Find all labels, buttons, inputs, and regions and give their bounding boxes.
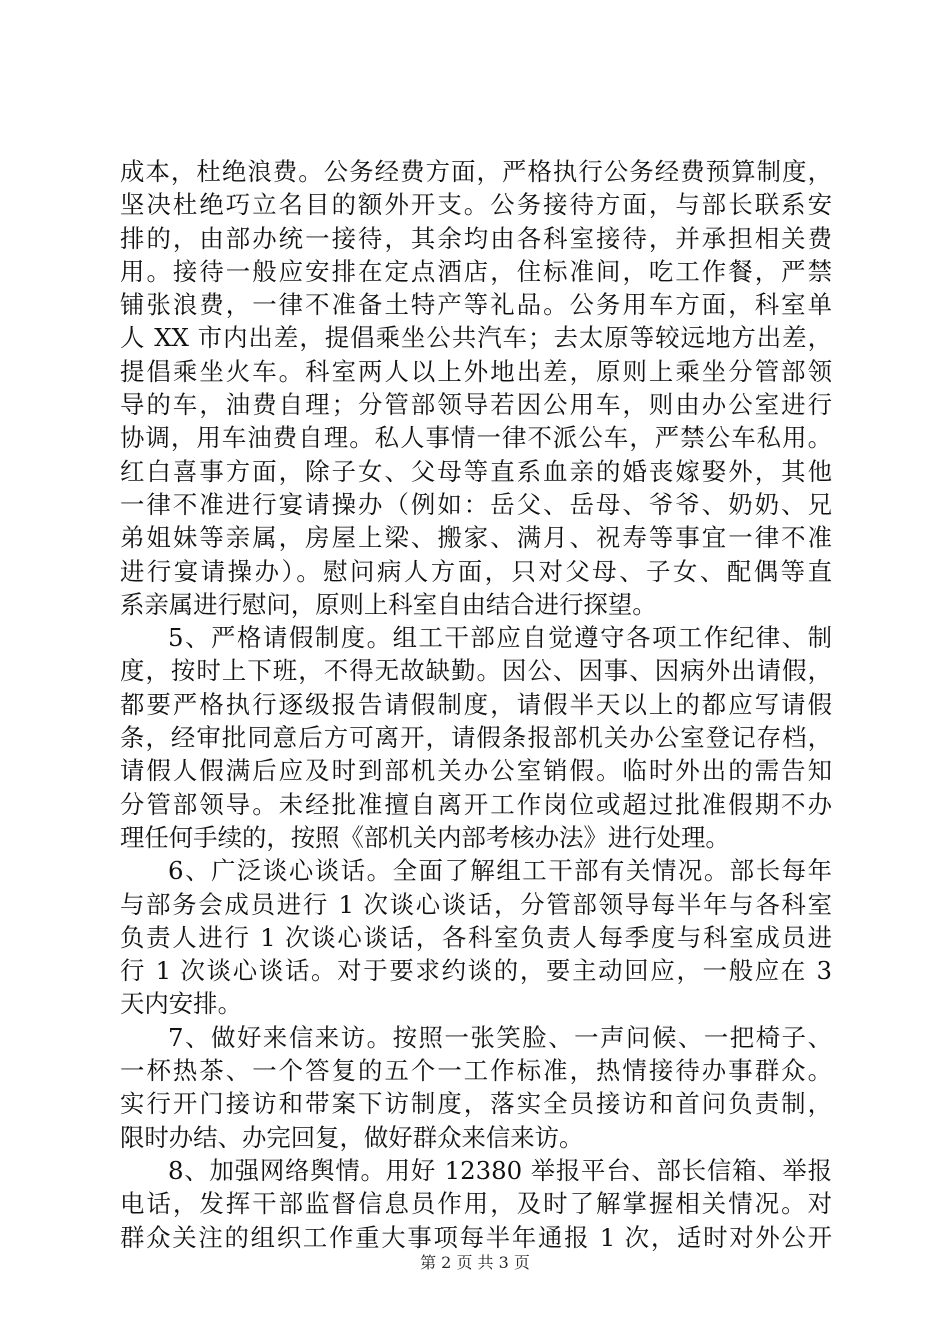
paragraph-first-line: 5、严格请假制度。组工干部应自觉遵守各项工作纪律、制 [168,623,832,653]
text-line: 导的车，油费自理；分管部领导若因公用车，则由办公室进行 [120,390,832,420]
text-line: 负责人进行 1 次谈心谈话，各科室负责人每季度与科室成员进 [120,922,832,952]
text-line: 进行宴请操办）。慰问病人方面，只对父母、子女、配偶等直 [120,556,832,586]
text-line: 坚决杜绝巧立名目的额外开支。公务接待方面，与部长联系安 [120,190,832,220]
text-line: 人 XX 市内出差，提倡乘坐公共汽车；去太原等较远地方出差， [120,323,832,353]
page-footer: 第 2 页 共 3 页 [420,1253,530,1272]
text-line: 群众关注的组织工作重大事项每半年通报 1 次，适时对外公开 [120,1222,832,1252]
text-line: 红白喜事方面，除子女、父母等直系血亲的婚丧嫁娶外，其他 [120,456,832,486]
text-line: 弟姐妹等亲属，房屋上梁、搬家、满月、祝寿等事宜一律不准 [120,523,832,553]
text-line: 一律不准进行宴请操办（例如：岳父、岳母、爷爷、奶奶、兄 [120,489,832,519]
text-line: 实行开门接访和带案下访制度，落实全员接访和首问负责制， [120,1089,832,1119]
text-line: 都要严格执行逐级报告请假制度，请假半天以上的都应写请假 [120,689,832,719]
text-line: 天内安排。 [120,989,242,1019]
text-line: 分管部领导。未经批准擅自离开工作岗位或超过批准假期不办 [120,789,832,819]
text-line: 提倡乘坐火车。科室两人以上外地出差，原则上乘坐分管部领 [120,356,832,386]
text-line: 度，按时上下班，不得无故缺勤。因公、因事、因病外出请假， [120,656,832,686]
paragraph-first-line: 6、广泛谈心谈话。全面了解组工干部有关情况。部长每年 [168,856,832,886]
text-line: 条，经审批同意后方可离开，请假条报部机关办公室登记存档， [120,723,832,753]
text-line: 成本，杜绝浪费。公务经费方面，严格执行公务经费预算制度， [120,157,832,186]
text-line: 与部务会成员进行 1 次谈心谈话，分管部领导每半年与各科室 [120,889,832,919]
text-line: 电话，发挥干部监督信息员作用，及时了解掌握相关情况。对 [120,1189,832,1219]
text-line: 一杯热茶、一个答复的五个一工作标准，热情接待办事群众。 [120,1056,832,1086]
paragraph-first-line: 7、做好来信来访。按照一张笑脸、一声问候、一把椅子、 [168,1022,832,1052]
text-line: 协调，用车油费自理。私人事情一律不派公车，严禁公车私用。 [120,423,832,453]
text-line: 限时办结、办完回复，做好群众来信来访。 [120,1122,584,1152]
text-line: 请假人假满后应及时到部机关办公室销假。临时外出的需告知 [120,756,832,786]
document-body [120,155,832,1254]
text-line: 排的，由部办统一接待，其余均由各科室接待，并承担相关费 [120,223,832,253]
paragraph-first-line: 8、加强网络舆情。用好 12380 举报平台、部长信箱、举报 [168,1155,832,1185]
text-line: 系亲属进行慰问，原则上科室自由结合进行探望。 [120,589,657,619]
text-line: 理任何手续的，按照《部机关内部考核办法》进行处理。 [120,822,730,852]
text-line: 铺张浪费，一律不准备土特产等礼品。公务用车方面，科室单 [120,290,832,320]
text-line: 行 1 次谈心谈话。对于要求约谈的，要主动回应，一般应在 3 [120,956,832,986]
text-line: 用。接待一般应安排在定点酒店，住标准间，吃工作餐，严禁 [120,256,832,286]
